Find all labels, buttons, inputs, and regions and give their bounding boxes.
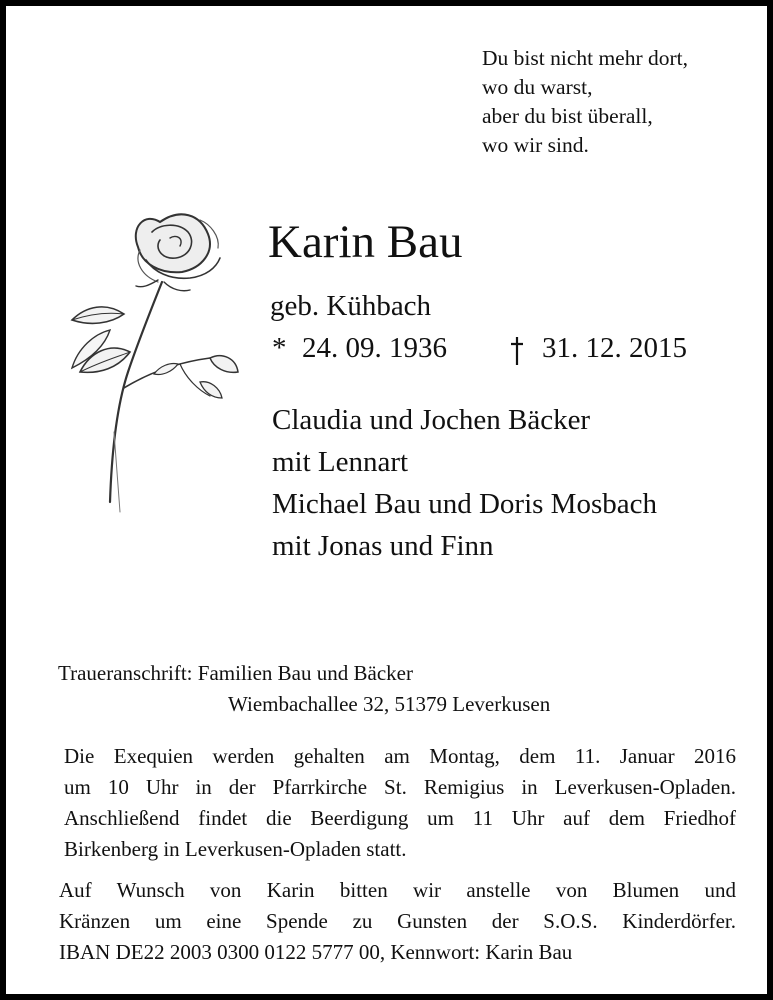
family-members <box>272 399 657 567</box>
donation-line-2: Kränzen um eine Spende zu Gunsten der S.O.S. Kinderdörfer. <box>59 909 736 933</box>
poem <box>482 44 688 160</box>
death-date: 31. 12. 2015 <box>542 332 687 364</box>
service-line-3: Anschließend findet die Beerdigung um 11 Uhr auf dem Friedhof <box>64 806 736 830</box>
address-label-line: Traueranschrift: Familien Bau und Bäcker <box>58 661 413 685</box>
service-paragraph <box>64 741 736 865</box>
family-line-4: mit Jonas und Finn <box>272 530 494 562</box>
family-line-2: mit Lennart <box>272 446 409 478</box>
mourning-address <box>58 658 550 720</box>
birth-date: 24. 09. 1936 <box>302 332 447 364</box>
donation-paragraph <box>59 875 736 968</box>
donation-line-3: IBAN DE22 2003 0300 0122 5777 00, Kennwort: Karin Bau <box>59 940 573 964</box>
donation-line-1: Auf Wunsch von Karin bitten wir anstelle von Blumen und <box>59 878 736 902</box>
family-line-1: Claudia und Jochen Bäcker <box>272 404 591 436</box>
birth-name: geb. Kühbach <box>270 290 432 322</box>
poem-line-2: wo du warst, <box>482 75 593 99</box>
cross-icon <box>510 336 524 366</box>
family-line-3: Michael Bau und Doris Mosbach <box>272 488 657 520</box>
obituary-card <box>6 6 767 994</box>
service-line-1: Die Exequien werden gehalten am Montag, dem 11. Januar 2016 <box>64 744 736 768</box>
deceased-name: Karin Bau <box>268 216 463 268</box>
birth-symbol: * <box>272 332 287 364</box>
service-line-4: Birkenberg in Leverkusen-Opladen statt. <box>64 837 407 861</box>
service-line-2: um 10 Uhr in der Pfarrkirche St. Remigius in Leverkusen-Opladen. <box>64 775 736 799</box>
rose-illustration <box>50 202 250 522</box>
poem-line-4: wo wir sind. <box>482 133 589 157</box>
poem-line-1: Du bist nicht mehr dort, <box>482 46 689 70</box>
address-street-line: Wiembachallee 32, 51379 Leverkusen <box>228 692 551 716</box>
poem-line-3: aber du bist überall, <box>482 104 653 128</box>
